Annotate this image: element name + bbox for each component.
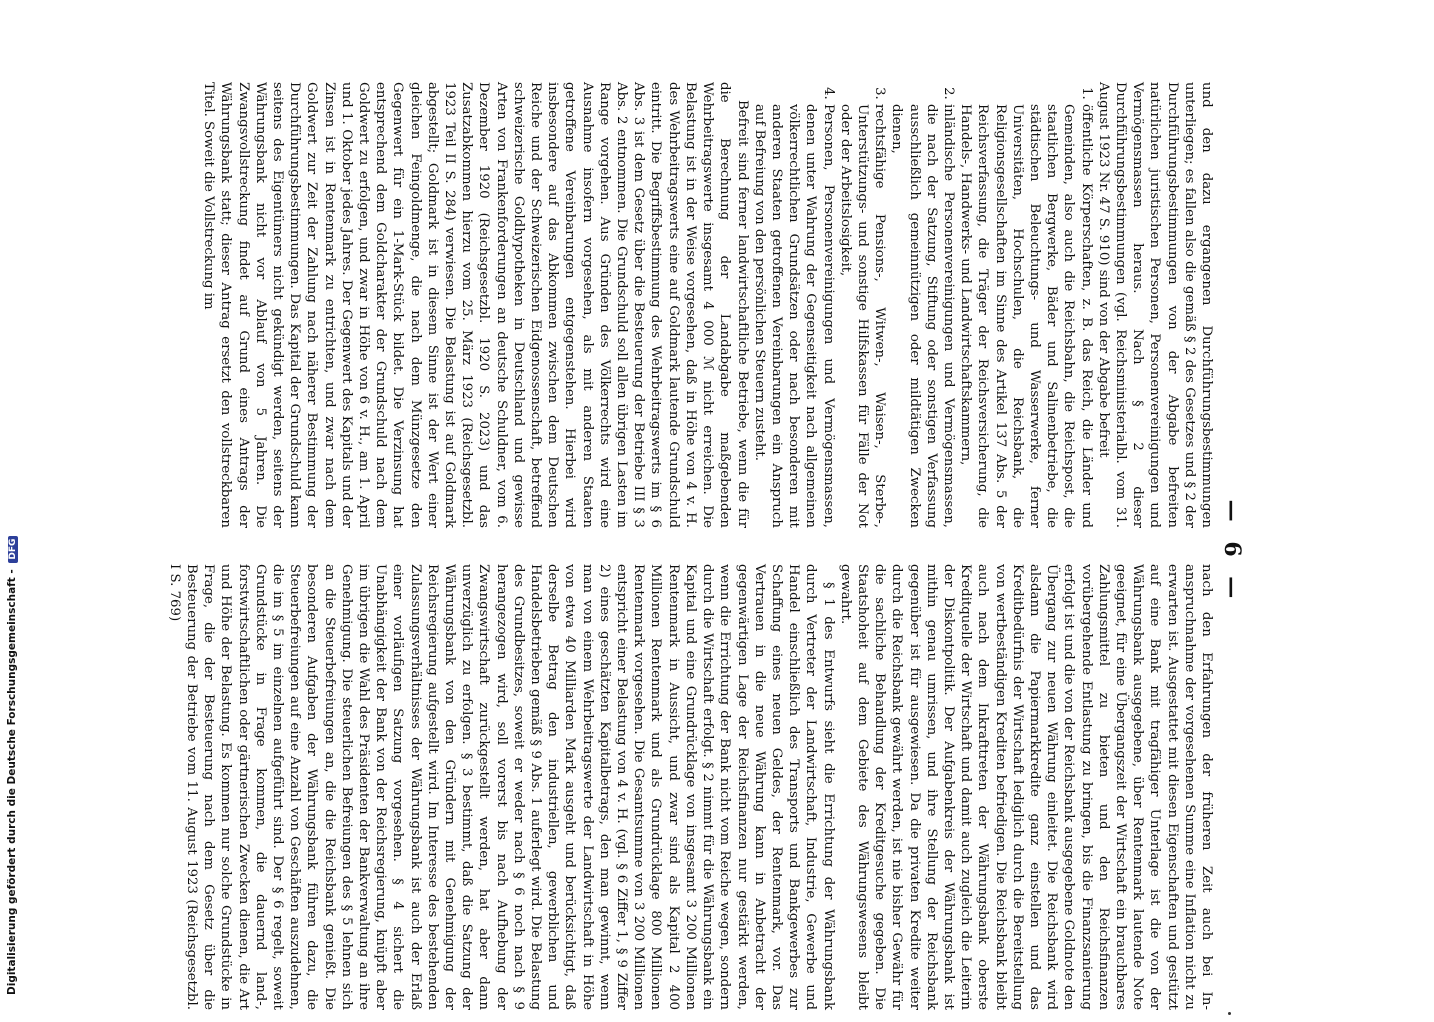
body-paragraph: nach den Erfahrungen der früheren Zeit auch bei In-anspruchnahme der vorgesehenen Summe eine Inflation nicht zu erwarten ist. Ausgestattet mit diesen Eigenschaften und gestützt auf eine Bank mit tragfähiger Unterlage ist die von der Währungsbank ausgegebene, über Rentenmark lautende Note geeignet, für eine Übergangszeit der Wirtschaft ein brauchbares Zahlungsmittel zu bieten und den Reichsfinanzen vorübergehende Entlastung zu bringen, bis die Finanzsanierung erfolgt ist und die von der Reichsbank ausgegebene Goldnote den Übergang zur neuen Währung einleitet. Die Reichsbank wird alsdann die Papiermarkkredite ganz einstellen und das Kreditbedürfnis der Wirtschaft lediglich durch die Bereitstellung von wertbeständigen Krediten befriedigen. Die Reichsbank bleibt auch nach dem Inkrafttreten der Währungsbank oberste Kreditquelle der Wirtschaft und damit auch zugleich die Leiterin der Diskontpolitik. Der Aufgabenkreis der Währungsbank ist mithin genau umrissen, und ihre Stellung der Reichsbank gegenüber ist für ausgewiesen. Da die privaten Kredite weiter durch die Reichsbank gewährt werden, ist nie bisher Gewähr für die sachliche Behandlung der Kreditgesuche gegeben. Die Staatshoheit auf dem Gebiete des Währungswesens bleibt gewahrt. (837, 564, 1214, 1010)
exemption-list (751, 82, 1095, 528)
column-left (0, 564, 1215, 1010)
footer-text: Digitalisierung gefördert durch die Deutsche Forschungsgemeinschaft - (6, 569, 18, 995)
exemption-item: 3. rechtsfähige Pensions-, Witwen-, Waisen-, Sterbe-, Unterstützungs- und sonstige Hilfskassen für Fälle der Not oder der Arbeitslosigkeit, (837, 104, 889, 528)
rotated-document-page (0, 82, 1245, 1022)
column-right (0, 82, 1215, 528)
exemption-item: 4. Personen, Personenvereinigungen und Vermögensmassen, denen unter Wahrung der Gegenseitigkeit nach allgemeinen völkerrechtlichen Grundsätzen oder nach besonderen mit anderen Staaten getroffenen Vereinbarungen ein Anspruch auf Befreiung von den persönlichen Steuern zusteht. (751, 104, 837, 528)
body-paragraph: § 1 des Entwurfs sieht die Errichtung der Währungsbank durch Vertreter der Landwirtschaft, Industrie, Gewerbe und Handel einschließlich des Transports und Bankgewerbes zur Schaffung eines neuen Geldes, der Rentenmark, vor. Das Vertrauen in die neue Währung kann in Anbetracht der gegenwärtigen Lage der Reichsfinanzen nur gestärkt werden, wenn die Errichtung der Bank nicht vom Reiche wegen, sondern durch die Wirtschaft erfolgt. § 2 nimmt für die Währungsbank ein Kapital und eine Grundrücklage von insgesamt 3 200 Millionen Rentenmark in Aussicht, und zwar sind als Kapital 2 400 Millionen Rentenmark und als Grundrücklage 800 Millionen Rentenmark vorgesehen. Die Gesamtsumme von 3 200 Millionen entspricht einer Belastung von 4 v. H. (vgl. § 6 Ziffer 1, § 9 Ziffer 2) eines geschätzten Kapitalbetrags, den man gewinnt, wenn man von einem Wehrbeitragswerte der Landwirtschaft in Höhe von etwa 40 Milliarden Mark ausgeht und berücksichtigt, daß derselbe Betrag den industriellen, gewerblichen und Handelsbetrieben gemäß § 9 Abs. 1 auferlegt wird. Die Belastung des Grundbesitzes, soweit er weder nach § 6 noch nach § 9 herangezogen wird, soll vorerst bis nach Aufhebung der Zwangswirtschaft zurückgestellt werden, hat aber dann unverzüglich zu erfolgen. § 3 bestimmt, daß die Satzung der Währungsbank von den Gründern mit Genehmigung der Reichsregierung aufgestellt wird. Im Interesse des bestehenden Zulassungsverhältnisses der Währungsbank ist auch der Erlaß einer vorläufigen Satzung vorgesehen. § 4 sichert die Unabhängigkeit der Bank von der Reichsregierung, knüpft aber im übrigen die Wahl des Präsidenten der Bankverwaltung an ihre Genehmigung. Die steuerlichen Befreiungen des § 5 lehnen sich an die Steuerbefreiungen an, die die Reichsbank genießt. Die besonderen Aufgaben der Währungsbank führen dazu, die Steuerbefreiungen auf eine Anzahl von Geschäften auszudehnen, die im § 5 im einzelnen aufgeführt sind. Der § 6 regelt, soweit Grundstücke in Frage kommen, die dauernd land-, forstwirtschaftlichen oder gärtnerischen Zwecken dienen, die Art und Höhe der Belastung. Es kommen nur solche Grundstücke in Frage, die der Besteuerung nach dem Gesetz über die Besteuerung der Betriebe vom 11. August 1923 (Reichsgesetzbl. I S. 769) (166, 564, 836, 1010)
exemption-item: 2. inländische Personenvereinigungen und Vermögensmassen, die nach der Satzung, Stiftung oder sonstigen Verfassung ausschließlich gemeinnützigen oder mildtätigen Zwecken dienen, (888, 104, 957, 528)
body-paragraph: Befreit sind ferner landwirtschaftliche Betriebe, wenn die für die Berechnung der Landabgabe maßgebenden Wehrbeitragswerte insgesamt 4 000 ℳ nicht erreichen. Die Belastung ist in der Weise vorgesehen, daß in Höhe von 4 v. H. des Wehrbeitragswerts eine auf Goldmark lautende Grundschuld eintritt. Die Begriffsbestimmung des Wehrbeitragswerts im § 6 Abs. 3 ist dem Gesetz über die Besteuerung der Betriebe III § 3 Abs. 2 entnommen. Die Grundschuld soll allen übrigen Lasten im Range vorgehen. Aus Gründen des Völkerrechts wird eine Ausnahme insofern vorgesehen, als mit anderen Staaten getroffene Vereinbarungen entgegenstehen. Hierbei wird insbesondere auf das Abkommen zwischen dem Deutschen Reiche und der Schweizerischen Eidgenossenschaft, betreffend schweizerische Goldhypotheken in Deutschland und gewisse Arten von Frankenforderungen an deutsche Schuldner, vom 6. Dezember 1920 (Reichsgesetzbl. 1920 S. 2023) und das Zusatzabkommen hierzu vom 25. März 1923 (Reichsgesetzbl. 1923 Teil II S. 284) verwiesen. Die Belastung ist auf Goldmark abgestellt; Goldmark ist in diesem Sinne ist der Wert einer gleichen Feingoldmenge, die nach dem Münzgesetze den Gegenwert für ein 1-Mark-Stück bildet. Die Verzinsung hat entsprechend dem Goldcharakter der Grundschuld nach dem Goldwert zu erfolgen, und zwar in Höhe von 6 v. H., am 1. April und 1. Oktober jedes Jahres. Der Gegenwert des Kapitals und der Zinsen ist in Rentenmark zu entrichten, und zwar nach dem Goldwert zur Zeit der Zahlung nach näherer Bestimmung der Durchführungsbestimmungen. Das Kapital der Grundschuld kann seitens des Eigentümers nicht gekündigt werden, seitens der Währungsbank nicht vor Ablauf von 5 Jahren. Die Zwangsvollstreckung findet auf Grund eines Antrags der Währungsbank statt; dieser Antrag ersetzt den vollstreckbaren Titel. Soweit die Vollstreckung im (201, 82, 750, 528)
exemption-item: 1. öffentliche Körperschaften, z. B. das Reich, die Länder und Gemeinden, also auch die Reichsbahn, die Reichspost, die staatlichen Bergwerke, Bäder und Salinenbetriebe, die städtischen Beleuchtungs- und Wasserwerke, ferner Universitäten, Hochschulen, die Reichsbank, die Religionsgesellschaften im Sinne des Artikel 137 Abs. 5 der Reichsverfassung, die Träger der Reichsversicherung, die Handels-, Handwerks- und Landwirtschaftskammern, (957, 104, 1095, 528)
speck-mark (1228, 1012, 1231, 1015)
dfg-logo: DFG (8, 536, 18, 563)
column-intro: und den dazu ergangenen Durchführungsbestimmungen unterliegen; es fallen also die gemäß § 2 des Gesetzes und § 2 der Durchführungsbestimmungen von der Abgabe befreiten natürlichen juristischen Personen, Personenvereinigungen und Vermögensmassen heraus. Nach § 2 dieser Durchführungsbestimmungen (vgl. Reichsministerialbl. vom 31. August 1923 Nr. 47 S. 910) sind von der Abgabe befreit (1095, 82, 1214, 528)
page-number: — 6 — (1219, 499, 1245, 605)
